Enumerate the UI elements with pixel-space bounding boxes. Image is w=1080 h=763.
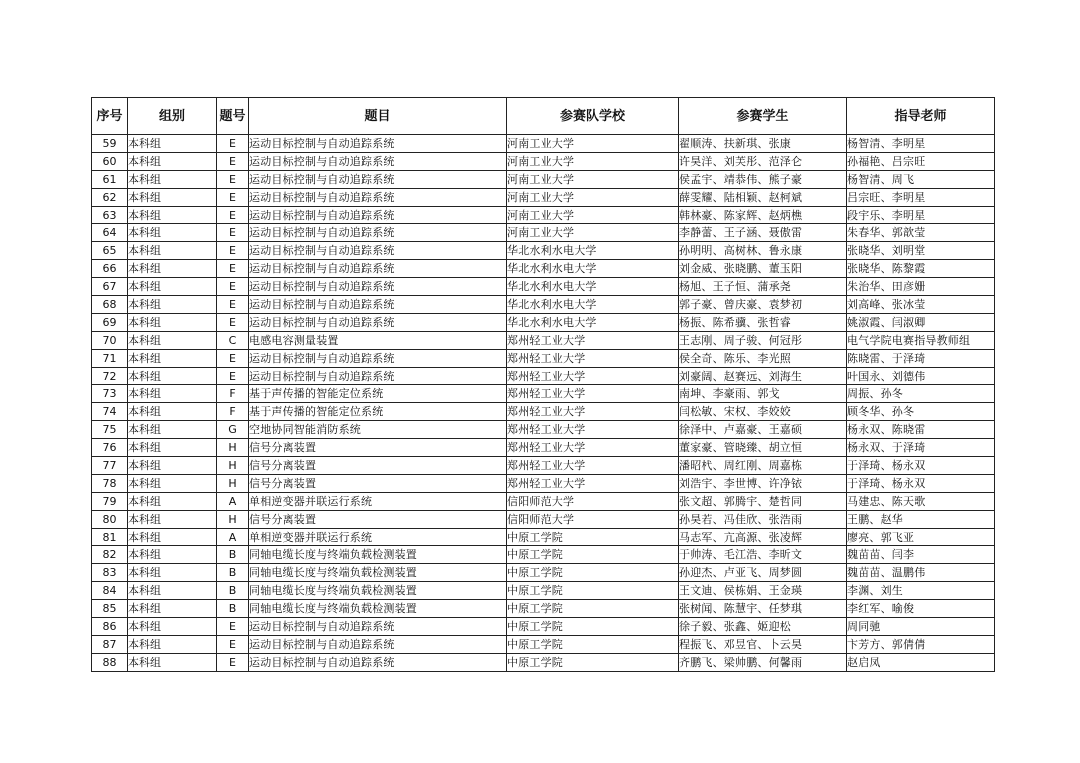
cell-group: 本科组 <box>128 528 217 546</box>
cell-code: E <box>217 188 249 206</box>
cell-school: 信阳师范大学 <box>507 510 679 528</box>
cell-code: H <box>217 510 249 528</box>
cell-school: 信阳师范大学 <box>507 492 679 510</box>
cell-school: 河南工业大学 <box>507 224 679 242</box>
cell-advisors: 杨永双、于泽琦 <box>847 439 995 457</box>
cell-group: 本科组 <box>128 653 217 671</box>
cell-no: 77 <box>92 457 128 475</box>
cell-students: 徐泽中、卢嘉豪、王嘉硕 <box>679 421 847 439</box>
table-row <box>92 635 995 653</box>
cell-school: 郑州轻工业大学 <box>507 474 679 492</box>
cell-no: 75 <box>92 421 128 439</box>
table-row <box>92 313 995 331</box>
cell-group: 本科组 <box>128 474 217 492</box>
cell-advisors: 吕宗旺、李明星 <box>847 188 995 206</box>
cell-students: 董家豪、管晓臻、胡立恒 <box>679 439 847 457</box>
cell-school: 华北水利水电大学 <box>507 242 679 260</box>
cell-group: 本科组 <box>128 313 217 331</box>
cell-title: 空地协同智能消防系统 <box>249 421 507 439</box>
cell-no: 69 <box>92 313 128 331</box>
cell-no: 78 <box>92 474 128 492</box>
cell-code: H <box>217 439 249 457</box>
cell-advisors: 陈晓雷、于泽琦 <box>847 349 995 367</box>
cell-title: 运动目标控制与自动追踪系统 <box>249 618 507 636</box>
cell-no: 84 <box>92 582 128 600</box>
cell-title: 信号分离装置 <box>249 439 507 457</box>
cell-title: 运动目标控制与自动追踪系统 <box>249 224 507 242</box>
cell-title: 运动目标控制与自动追踪系统 <box>249 206 507 224</box>
table-row <box>92 260 995 278</box>
cell-title: 同轴电缆长度与终端负载检测装置 <box>249 582 507 600</box>
cell-no: 70 <box>92 331 128 349</box>
cell-no: 71 <box>92 349 128 367</box>
cell-no: 83 <box>92 564 128 582</box>
table-row <box>92 385 995 403</box>
cell-title: 信号分离装置 <box>249 474 507 492</box>
cell-advisors: 杨永双、陈晓雷 <box>847 421 995 439</box>
cell-advisors: 张晓华、陈黎霞 <box>847 260 995 278</box>
cell-no: 79 <box>92 492 128 510</box>
cell-no: 65 <box>92 242 128 260</box>
cell-advisors: 于泽琦、杨永双 <box>847 457 995 475</box>
cell-no: 68 <box>92 296 128 314</box>
cell-code: E <box>217 170 249 188</box>
table-header <box>92 98 995 135</box>
cell-advisors: 周振、孙冬 <box>847 385 995 403</box>
table-row <box>92 421 995 439</box>
cell-students: 马志军、亢高源、张凌辉 <box>679 528 847 546</box>
header-code: 题号 <box>217 98 249 135</box>
cell-code: G <box>217 421 249 439</box>
cell-students: 徐子毅、张鑫、姬迎松 <box>679 618 847 636</box>
cell-group: 本科组 <box>128 618 217 636</box>
cell-group: 本科组 <box>128 188 217 206</box>
cell-code: E <box>217 349 249 367</box>
table-row <box>92 653 995 671</box>
cell-students: 杨振、陈希骥、张哲睿 <box>679 313 847 331</box>
cell-school: 华北水利水电大学 <box>507 260 679 278</box>
cell-students: 南坤、李豪雨、郭戈 <box>679 385 847 403</box>
table-row <box>92 457 995 475</box>
cell-advisors: 卞芳方、郭倩倩 <box>847 635 995 653</box>
cell-students: 孙明明、高树林、鲁永康 <box>679 242 847 260</box>
table-row <box>92 439 995 457</box>
cell-title: 运动目标控制与自动追踪系统 <box>249 152 507 170</box>
cell-code: F <box>217 385 249 403</box>
cell-group: 本科组 <box>128 278 217 296</box>
table-body <box>92 135 995 672</box>
cell-no: 82 <box>92 546 128 564</box>
cell-no: 72 <box>92 367 128 385</box>
cell-students: 张文超、郭腾宇、楚哲同 <box>679 492 847 510</box>
cell-title: 运动目标控制与自动追踪系统 <box>249 313 507 331</box>
cell-students: 于帅涛、毛江浩、李昕文 <box>679 546 847 564</box>
cell-school: 郑州轻工业大学 <box>507 403 679 421</box>
cell-school: 郑州轻工业大学 <box>507 385 679 403</box>
cell-advisors: 李渊、刘生 <box>847 582 995 600</box>
cell-school: 河南工业大学 <box>507 135 679 153</box>
cell-group: 本科组 <box>128 403 217 421</box>
cell-no: 61 <box>92 170 128 188</box>
header-school: 参赛队学校 <box>507 98 679 135</box>
cell-group: 本科组 <box>128 296 217 314</box>
cell-school: 中原工学院 <box>507 600 679 618</box>
cell-code: E <box>217 242 249 260</box>
cell-title: 信号分离装置 <box>249 510 507 528</box>
cell-advisors: 魏苗苗、闫李 <box>847 546 995 564</box>
cell-students: 韩林豪、陈家辉、赵炳樵 <box>679 206 847 224</box>
cell-group: 本科组 <box>128 582 217 600</box>
cell-school: 中原工学院 <box>507 564 679 582</box>
cell-group: 本科组 <box>128 260 217 278</box>
cell-advisors: 段宇乐、李明星 <box>847 206 995 224</box>
cell-code: A <box>217 528 249 546</box>
table-row <box>92 331 995 349</box>
cell-school: 华北水利水电大学 <box>507 313 679 331</box>
cell-school: 河南工业大学 <box>507 170 679 188</box>
cell-students: 孙迎杰、卢亚飞、周梦圆 <box>679 564 847 582</box>
cell-school: 中原工学院 <box>507 582 679 600</box>
cell-school: 河南工业大学 <box>507 188 679 206</box>
cell-students: 翟顺涛、扶新琪、张康 <box>679 135 847 153</box>
cell-students: 侯孟宇、靖恭伟、熊子豪 <box>679 170 847 188</box>
cell-code: E <box>217 653 249 671</box>
table-row <box>92 349 995 367</box>
cell-title: 运动目标控制与自动追踪系统 <box>249 260 507 278</box>
header-students: 参赛学生 <box>679 98 847 135</box>
table-row <box>92 278 995 296</box>
cell-title: 运动目标控制与自动追踪系统 <box>249 278 507 296</box>
cell-advisors: 马建忠、陈天歌 <box>847 492 995 510</box>
header-no: 序号 <box>92 98 128 135</box>
cell-no: 88 <box>92 653 128 671</box>
cell-students: 闫松敏、宋权、李姣姣 <box>679 403 847 421</box>
cell-advisors: 叶国永、刘德伟 <box>847 367 995 385</box>
cell-students: 潘昭杙、周红刚、周嘉栋 <box>679 457 847 475</box>
cell-students: 薛雯耀、陆相颖、赵柯斌 <box>679 188 847 206</box>
cell-group: 本科组 <box>128 564 217 582</box>
results-sheet <box>91 97 994 672</box>
cell-advisors: 于泽琦、杨永双 <box>847 474 995 492</box>
table-row <box>92 367 995 385</box>
header-group: 组别 <box>128 98 217 135</box>
cell-group: 本科组 <box>128 206 217 224</box>
cell-group: 本科组 <box>128 367 217 385</box>
cell-students: 王志刚、周子骏、何冠彤 <box>679 331 847 349</box>
cell-title: 运动目标控制与自动追踪系统 <box>249 242 507 260</box>
cell-students: 刘浩宇、李世博、许净铱 <box>679 474 847 492</box>
cell-title: 运动目标控制与自动追踪系统 <box>249 367 507 385</box>
cell-no: 81 <box>92 528 128 546</box>
cell-code: E <box>217 224 249 242</box>
cell-group: 本科组 <box>128 385 217 403</box>
table-row <box>92 582 995 600</box>
table-row <box>92 152 995 170</box>
table-row <box>92 188 995 206</box>
cell-code: A <box>217 492 249 510</box>
cell-advisors: 魏苗苗、温鹏伟 <box>847 564 995 582</box>
cell-school: 中原工学院 <box>507 653 679 671</box>
cell-title: 运动目标控制与自动追踪系统 <box>249 296 507 314</box>
cell-students: 王文迪、侯栋娟、王金瑛 <box>679 582 847 600</box>
cell-group: 本科组 <box>128 546 217 564</box>
cell-group: 本科组 <box>128 510 217 528</box>
cell-no: 63 <box>92 206 128 224</box>
cell-school: 郑州轻工业大学 <box>507 331 679 349</box>
cell-code: E <box>217 206 249 224</box>
cell-advisors: 周同驰 <box>847 618 995 636</box>
table-row <box>92 528 995 546</box>
cell-title: 运动目标控制与自动追踪系统 <box>249 135 507 153</box>
table-row <box>92 403 995 421</box>
table-row <box>92 600 995 618</box>
cell-school: 中原工学院 <box>507 528 679 546</box>
cell-students: 程振飞、邓昱官、卜云昊 <box>679 635 847 653</box>
cell-school: 郑州轻工业大学 <box>507 349 679 367</box>
cell-advisors: 廖亮、郭飞亚 <box>847 528 995 546</box>
cell-advisors: 电气学院电赛指导教师组 <box>847 331 995 349</box>
cell-title: 运动目标控制与自动追踪系统 <box>249 170 507 188</box>
cell-title: 运动目标控制与自动追踪系统 <box>249 188 507 206</box>
cell-school: 华北水利水电大学 <box>507 278 679 296</box>
cell-school: 河南工业大学 <box>507 152 679 170</box>
header-title: 题目 <box>249 98 507 135</box>
cell-students: 许昊洋、刘芙彤、范泽仑 <box>679 152 847 170</box>
cell-group: 本科组 <box>128 421 217 439</box>
cell-school: 中原工学院 <box>507 546 679 564</box>
cell-students: 杨旭、王子恒、蒲承尧 <box>679 278 847 296</box>
table-row <box>92 474 995 492</box>
cell-advisors: 赵启凤 <box>847 653 995 671</box>
cell-title: 运动目标控制与自动追踪系统 <box>249 349 507 367</box>
table-row <box>92 618 995 636</box>
cell-advisors: 朱春华、郭歆莹 <box>847 224 995 242</box>
cell-title: 基于声传播的智能定位系统 <box>249 385 507 403</box>
cell-code: E <box>217 367 249 385</box>
cell-advisors: 王鹏、赵华 <box>847 510 995 528</box>
cell-advisors: 杨智清、李明星 <box>847 135 995 153</box>
cell-title: 信号分离装置 <box>249 457 507 475</box>
cell-students: 张树闻、陈慧宇、任梦琪 <box>679 600 847 618</box>
cell-group: 本科组 <box>128 349 217 367</box>
cell-students: 郭子豪、曾庆豪、袁梦初 <box>679 296 847 314</box>
cell-code: B <box>217 600 249 618</box>
cell-no: 62 <box>92 188 128 206</box>
cell-advisors: 孙福艳、吕宗旺 <box>847 152 995 170</box>
cell-group: 本科组 <box>128 492 217 510</box>
award-table <box>91 97 995 672</box>
cell-group: 本科组 <box>128 170 217 188</box>
header-advisors: 指导老师 <box>847 98 995 135</box>
cell-students: 孙昊若、冯佳欣、张浩雨 <box>679 510 847 528</box>
cell-group: 本科组 <box>128 600 217 618</box>
cell-school: 郑州轻工业大学 <box>507 439 679 457</box>
table-row <box>92 296 995 314</box>
cell-no: 74 <box>92 403 128 421</box>
cell-group: 本科组 <box>128 224 217 242</box>
cell-students: 齐鹏飞、梁帅鹏、何馨雨 <box>679 653 847 671</box>
cell-code: E <box>217 278 249 296</box>
table-row <box>92 135 995 153</box>
cell-school: 华北水利水电大学 <box>507 296 679 314</box>
table-row <box>92 206 995 224</box>
cell-group: 本科组 <box>128 135 217 153</box>
cell-code: E <box>217 618 249 636</box>
header-row <box>92 98 995 135</box>
cell-group: 本科组 <box>128 457 217 475</box>
cell-title: 运动目标控制与自动追踪系统 <box>249 635 507 653</box>
cell-advisors: 刘高峰、张冰莹 <box>847 296 995 314</box>
cell-no: 76 <box>92 439 128 457</box>
cell-code: E <box>217 313 249 331</box>
cell-title: 电感电容测量装置 <box>249 331 507 349</box>
cell-group: 本科组 <box>128 635 217 653</box>
table-row <box>92 510 995 528</box>
cell-title: 同轴电缆长度与终端负载检测装置 <box>249 600 507 618</box>
cell-students: 刘金威、张晓鹏、董玉阳 <box>679 260 847 278</box>
cell-code: E <box>217 260 249 278</box>
cell-no: 80 <box>92 510 128 528</box>
cell-advisors: 李红军、喻俊 <box>847 600 995 618</box>
cell-advisors: 张晓华、刘明堂 <box>847 242 995 260</box>
cell-code: H <box>217 457 249 475</box>
cell-school: 郑州轻工业大学 <box>507 367 679 385</box>
cell-code: B <box>217 564 249 582</box>
table-row <box>92 546 995 564</box>
cell-group: 本科组 <box>128 331 217 349</box>
cell-advisors: 顾冬华、孙冬 <box>847 403 995 421</box>
table-row <box>92 170 995 188</box>
cell-school: 中原工学院 <box>507 618 679 636</box>
cell-code: F <box>217 403 249 421</box>
cell-school: 中原工学院 <box>507 635 679 653</box>
cell-no: 64 <box>92 224 128 242</box>
cell-title: 单相逆变器并联运行系统 <box>249 492 507 510</box>
table-row <box>92 224 995 242</box>
cell-title: 运动目标控制与自动追踪系统 <box>249 653 507 671</box>
cell-code: E <box>217 152 249 170</box>
cell-students: 刘豪阔、赵赛远、刘海生 <box>679 367 847 385</box>
cell-code: H <box>217 474 249 492</box>
cell-no: 66 <box>92 260 128 278</box>
cell-school: 河南工业大学 <box>507 206 679 224</box>
cell-no: 85 <box>92 600 128 618</box>
cell-title: 同轴电缆长度与终端负载检测装置 <box>249 546 507 564</box>
cell-students: 李静蕾、王子涵、聂傲雷 <box>679 224 847 242</box>
cell-group: 本科组 <box>128 439 217 457</box>
cell-title: 基于声传播的智能定位系统 <box>249 403 507 421</box>
cell-code: C <box>217 331 249 349</box>
cell-advisors: 杨智清、周飞 <box>847 170 995 188</box>
cell-no: 59 <box>92 135 128 153</box>
cell-code: B <box>217 546 249 564</box>
cell-advisors: 朱治华、田彦姗 <box>847 278 995 296</box>
table-row <box>92 492 995 510</box>
cell-school: 郑州轻工业大学 <box>507 421 679 439</box>
cell-code: B <box>217 582 249 600</box>
table-row <box>92 242 995 260</box>
cell-no: 86 <box>92 618 128 636</box>
cell-no: 87 <box>92 635 128 653</box>
cell-group: 本科组 <box>128 152 217 170</box>
cell-advisors: 姚淑霞、闫淑卿 <box>847 313 995 331</box>
cell-no: 60 <box>92 152 128 170</box>
cell-students: 侯全奇、陈乐、李光照 <box>679 349 847 367</box>
cell-title: 单相逆变器并联运行系统 <box>249 528 507 546</box>
cell-no: 67 <box>92 278 128 296</box>
cell-title: 同轴电缆长度与终端负载检测装置 <box>249 564 507 582</box>
cell-group: 本科组 <box>128 242 217 260</box>
cell-code: E <box>217 635 249 653</box>
cell-no: 73 <box>92 385 128 403</box>
cell-school: 郑州轻工业大学 <box>507 457 679 475</box>
table-row <box>92 564 995 582</box>
cell-code: E <box>217 296 249 314</box>
cell-code: E <box>217 135 249 153</box>
